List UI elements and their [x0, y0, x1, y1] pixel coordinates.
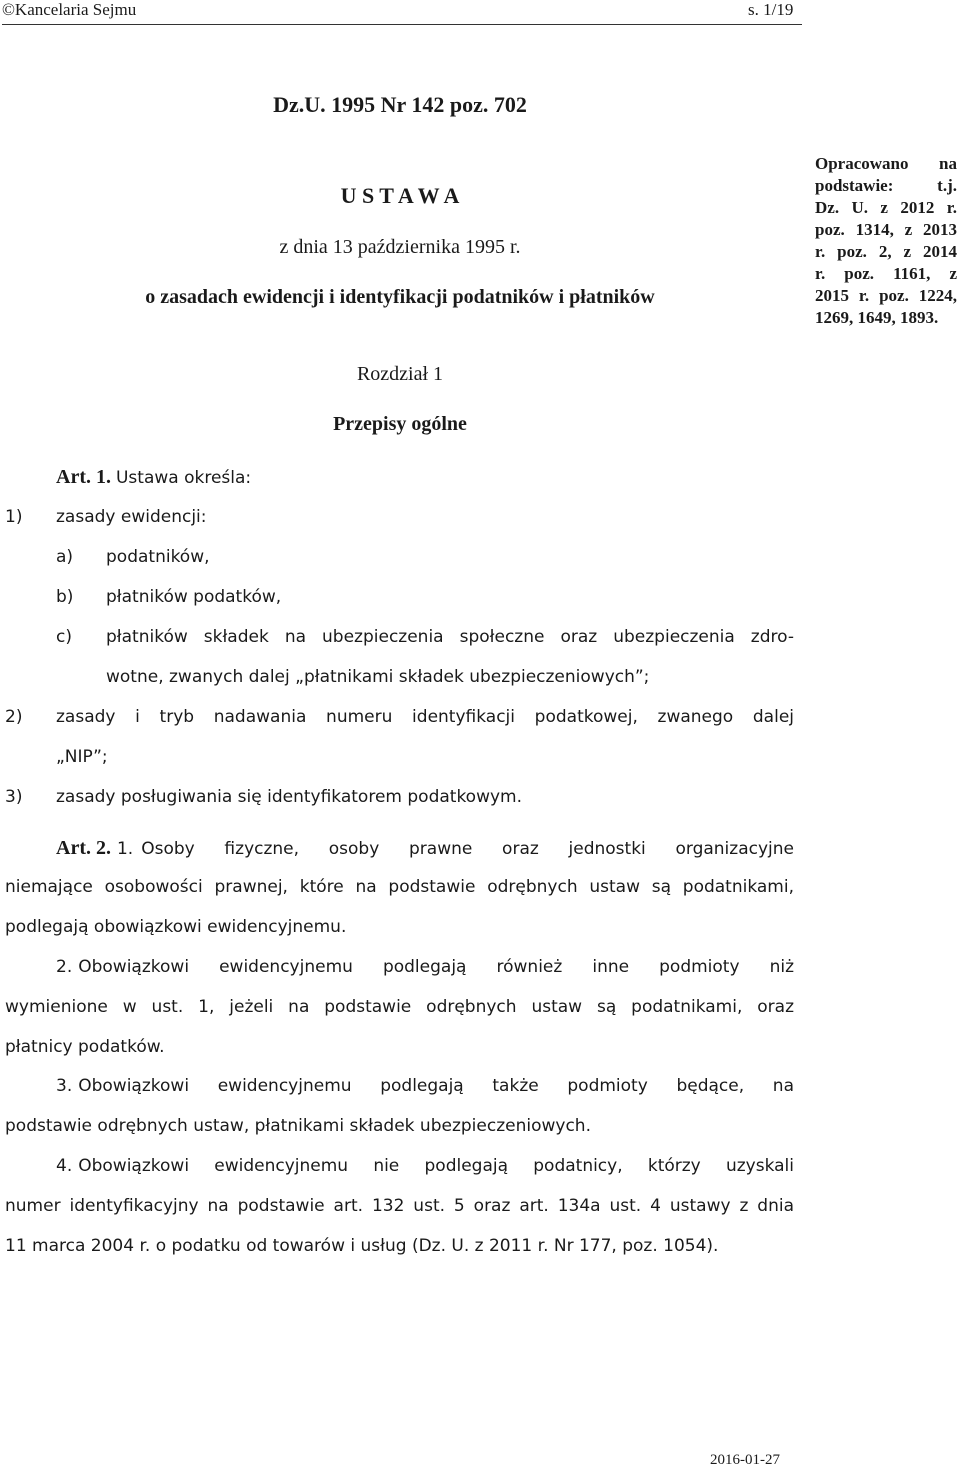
- section-text: Obowiązkowi ewidencyjnemu nie podlegają podatnicy, którzy uzyskali: [78, 1156, 794, 1176]
- section-number: 4.: [56, 1156, 73, 1176]
- chapter-number: Rozdział 1: [356, 363, 444, 385]
- section-4-first-line: [56, 1156, 794, 1176]
- letter-label: a): [56, 547, 74, 567]
- section-text: Obowiązkowi ewidencyjnemu podlegają także podmioty będące, na: [78, 1076, 794, 1096]
- act-date: z dnia 13 października 1995 r.: [279, 236, 521, 258]
- note-line: 1269, 1649, 1893.: [815, 308, 939, 327]
- letter-text: płatników podatków,: [106, 587, 282, 607]
- section-text-continued: podlegają obowiązkowi ewidencyjnemu.: [5, 917, 347, 937]
- section-text-continued: podstawie odrębnych ustaw, płatnikami składek ubezpieczeniowych.: [5, 1116, 591, 1136]
- note-line: 2015 r. poz. 1224,: [815, 286, 957, 305]
- note-line: Dz. U. z 2012 r.: [815, 198, 957, 217]
- point-number: 2): [5, 707, 23, 727]
- article-intro: Ustawa określa:: [115, 468, 252, 488]
- section-text-continued: płatnicy podatków.: [5, 1037, 165, 1057]
- consolidation-note: [815, 153, 957, 329]
- section-text-continued: niemające osobowości prawnej, które na podstawie odrębnych ustaw są podatnikami,: [5, 877, 794, 897]
- article-2-first-line: [56, 837, 794, 860]
- section-number: 3.: [56, 1076, 73, 1096]
- note-line: podstawie: t.j.: [815, 176, 957, 195]
- point-number: 3): [5, 787, 23, 807]
- header-page-number: s. 1/19: [748, 0, 794, 19]
- letter-text: podatników,: [106, 547, 210, 567]
- letter-label: c): [56, 627, 72, 647]
- letter-text: płatników składek na ubezpieczenia społeczne oraz ubezpieczenia zdro-: [106, 627, 794, 647]
- note-line: Opracowano na: [815, 154, 957, 173]
- point-number: 1): [5, 507, 23, 527]
- point-text: zasady ewidencji:: [56, 507, 207, 527]
- header-source: ©Kancelaria Sejmu: [2, 0, 137, 19]
- journal-reference: Dz.U. 1995 Nr 142 poz. 702: [273, 92, 527, 117]
- chapter-title: Przepisy ogólne: [333, 413, 467, 435]
- footer-date: 2016-01-27: [710, 1452, 780, 1468]
- section-number: 1.: [116, 839, 134, 859]
- point-text-continued: „NIP”;: [56, 747, 108, 767]
- letter-label: b): [56, 587, 74, 607]
- section-text-continued: 11 marca 2004 r. o podatku od towarów i usług (Dz. U. z 2011 r. Nr 177, poz. 1054).: [5, 1236, 719, 1256]
- article-label: Art. 1.: [56, 466, 111, 488]
- letter-text-continued: wotne, zwanych dalej „płatnikami składek ubezpieczeniowych”;: [106, 667, 650, 687]
- article-label: Art. 2.: [56, 837, 111, 859]
- article-1: [56, 466, 251, 489]
- section-text: Osoby fizyczne, osoby prawne oraz jednostki organizacyjne: [141, 839, 794, 859]
- section-number: 2.: [56, 957, 73, 977]
- act-subject: o zasadach ewidencji i identyfikacji podatników i płatników: [145, 286, 655, 308]
- section-2-first-line: [56, 957, 794, 977]
- section-3-first-line: [56, 1076, 794, 1096]
- section-text: Obowiązkowi ewidencyjnemu podlegają również inne podmioty niż: [78, 957, 794, 977]
- point-text: zasady i tryb nadawania numeru identyfikacji podatkowej, zwanego dalej: [56, 707, 794, 727]
- section-text-continued: wymienione w ust. 1, jeżeli na podstawie odrębnych ustaw są podatnikami, oraz: [5, 997, 794, 1017]
- section-text-continued: numer identyfikacyjny na podstawie art. 132 ust. 5 oraz art. 134a ust. 4 ustawy z dnia: [5, 1196, 794, 1216]
- note-line: r. poz. 2, z 2014: [815, 242, 957, 261]
- act-type: U S T A W A: [340, 183, 460, 208]
- note-line: r. poz. 1161, z: [815, 264, 957, 283]
- point-text: zasady posługiwania się identyfikatorem podatkowym.: [56, 787, 523, 807]
- note-line: poz. 1314, z 2013: [815, 220, 957, 239]
- header-divider: [2, 24, 802, 25]
